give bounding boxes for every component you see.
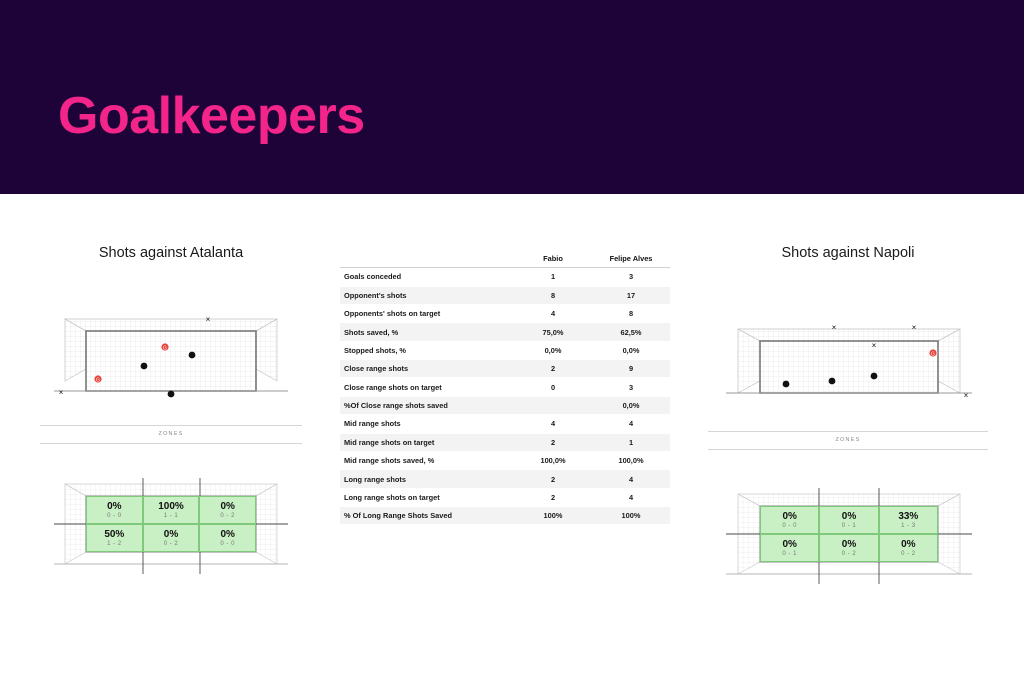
row-value-felipe: 9 — [592, 360, 670, 378]
table-row — [340, 360, 670, 378]
row-label: Opponent's shots — [340, 286, 514, 304]
table-header-row — [340, 250, 670, 268]
table-row — [340, 488, 670, 506]
zone-sub: 1 - 1 — [163, 513, 179, 519]
row-label: % Of Long Range Shots Saved — [340, 507, 514, 525]
shot-marker-offtarget: × — [963, 391, 969, 400]
zone-cell — [819, 506, 878, 534]
table-row — [340, 378, 670, 396]
right-panel — [708, 245, 988, 604]
left-divider-top — [40, 425, 302, 426]
zone-cell — [86, 496, 143, 524]
row-value-felipe: 100% — [592, 507, 670, 525]
zone-pct: 0% — [782, 539, 797, 550]
zone-cell — [86, 524, 143, 552]
zone-pct: 0% — [163, 529, 179, 540]
row-label: Shots saved, % — [340, 323, 514, 341]
table-row — [340, 433, 670, 451]
zone-sub: 0 - 0 — [107, 513, 122, 519]
row-value-felipe: 62,5% — [592, 323, 670, 341]
zone-sub: 1 - 3 — [901, 523, 916, 529]
left-goal-svg — [40, 291, 302, 421]
shot-marker-offtarget: × — [911, 323, 917, 332]
table-row — [340, 415, 670, 433]
table-row — [340, 268, 670, 286]
shot-marker-saved — [141, 363, 148, 370]
row-label: Goals conceded — [340, 268, 514, 286]
right-goal-diagram — [708, 291, 988, 429]
zone-cell — [199, 496, 256, 524]
zone-pct: 0% — [782, 511, 797, 522]
zone-pct: 0% — [220, 529, 235, 540]
shot-marker-saved — [783, 381, 790, 388]
zone-cell — [760, 534, 819, 562]
shot-marker-offtarget: × — [871, 341, 877, 350]
row-value-fabio: 2 — [514, 470, 592, 488]
left-goal-diagram — [40, 291, 302, 421]
zone-sub: 0 - 2 — [901, 551, 916, 557]
zone-sub: 0 - 0 — [782, 523, 797, 529]
row-label: Long range shots — [340, 470, 514, 488]
right-zones-diagram — [708, 472, 988, 604]
right-zones-label: ZONES — [835, 437, 861, 443]
zone-cell — [879, 534, 938, 562]
row-label: Opponents' shots on target — [340, 304, 514, 322]
zone-pct: 0% — [901, 539, 916, 550]
row-value-fabio: 100% — [514, 507, 592, 525]
zone-sub: 0 - 2 — [220, 513, 235, 519]
row-label: Stopped shots, % — [340, 341, 514, 359]
left-zone-grid — [86, 496, 256, 552]
zone-pct: 0% — [220, 501, 235, 512]
row-value-fabio: 2 — [514, 360, 592, 378]
row-label: Mid range shots — [340, 415, 514, 433]
shot-marker-goal-label: G — [96, 377, 100, 384]
row-label: Mid range shots on target — [340, 433, 514, 451]
table-row — [340, 507, 670, 525]
zone-sub: 0 - 0 — [220, 541, 235, 547]
zone-cell — [199, 524, 256, 552]
zone-pct: 33% — [898, 511, 919, 522]
zone-cell — [143, 496, 200, 524]
shot-marker-saved — [829, 378, 836, 385]
row-label: Close range shots — [340, 360, 514, 378]
shot-marker-saved — [168, 391, 175, 398]
row-value-fabio: 0 — [514, 378, 592, 396]
page-title: Goalkeepers — [58, 87, 365, 145]
row-value-fabio: 1 — [514, 268, 592, 286]
zone-pct: 100% — [158, 501, 184, 512]
zone-cell — [760, 506, 819, 534]
row-value-felipe: 4 — [592, 415, 670, 433]
left-zones-diagram — [40, 464, 302, 594]
stats-table-body — [340, 268, 670, 525]
row-value-fabio: 0,0% — [514, 341, 592, 359]
table-row — [340, 323, 670, 341]
table-row — [340, 451, 670, 469]
table-row — [340, 470, 670, 488]
zone-sub: 0 - 2 — [163, 541, 179, 547]
row-value-felipe: 4 — [592, 488, 670, 506]
zone-cell — [819, 534, 878, 562]
row-value-fabio: 8 — [514, 286, 592, 304]
row-value-fabio — [514, 396, 592, 414]
row-value-felipe: 0,0% — [592, 396, 670, 414]
zone-sub: 1 - 2 — [107, 541, 122, 547]
table-row — [340, 396, 670, 414]
shot-marker-goal-label: G — [931, 351, 935, 358]
row-value-felipe: 0,0% — [592, 341, 670, 359]
zone-pct: 0% — [841, 539, 857, 550]
zone-sub: 0 - 1 — [782, 551, 797, 557]
row-label: %Of Close range shots saved — [340, 396, 514, 414]
zone-cell — [143, 524, 200, 552]
zone-pct: 0% — [107, 501, 122, 512]
shot-marker-offtarget: × — [58, 388, 64, 397]
table-row — [340, 304, 670, 322]
row-label: Close range shots on target — [340, 378, 514, 396]
zone-sub: 0 - 2 — [841, 551, 857, 557]
row-value-fabio: 4 — [514, 304, 592, 322]
row-value-felipe: 4 — [592, 470, 670, 488]
row-value-fabio: 100,0% — [514, 451, 592, 469]
row-value-felipe: 8 — [592, 304, 670, 322]
row-value-fabio: 4 — [514, 415, 592, 433]
col-header-felipe: Felipe Alves — [592, 250, 670, 268]
stats-table-head — [340, 250, 670, 268]
zone-sub: 0 - 1 — [841, 523, 857, 529]
right-goal-svg — [708, 291, 988, 429]
left-zones-label: ZONES — [158, 431, 184, 437]
right-panel-title: Shots against Napoli — [781, 245, 915, 261]
shot-marker-saved — [189, 352, 196, 359]
right-zone-grid — [760, 506, 938, 562]
row-label: Mid range shots saved, % — [340, 451, 514, 469]
row-label: Long range shots on target — [340, 488, 514, 506]
stats-table — [340, 250, 670, 525]
left-panel-title: Shots against Atalanta — [98, 245, 244, 261]
row-value-felipe: 17 — [592, 286, 670, 304]
shot-marker-saved — [871, 373, 878, 380]
zone-pct: 50% — [104, 529, 125, 540]
table-row — [340, 286, 670, 304]
col-header-metric — [340, 250, 514, 268]
left-panel — [40, 245, 302, 594]
row-value-fabio: 2 — [514, 488, 592, 506]
zone-pct: 0% — [841, 511, 857, 522]
zone-cell — [879, 506, 938, 534]
shot-marker-offtarget: × — [831, 323, 837, 332]
table-row — [340, 341, 670, 359]
shot-marker-goal-label: G — [163, 345, 167, 352]
shot-marker-offtarget: × — [205, 315, 211, 324]
row-value-fabio: 75,0% — [514, 323, 592, 341]
col-header-fabio: Fabio — [514, 250, 592, 268]
left-divider-bottom — [40, 443, 302, 444]
right-divider-top — [708, 431, 988, 432]
row-value-felipe: 3 — [592, 378, 670, 396]
row-value-felipe: 1 — [592, 433, 670, 451]
row-value-felipe: 100,0% — [592, 451, 670, 469]
row-value-fabio: 2 — [514, 433, 592, 451]
right-divider-bottom — [708, 449, 988, 450]
row-value-felipe: 3 — [592, 268, 670, 286]
